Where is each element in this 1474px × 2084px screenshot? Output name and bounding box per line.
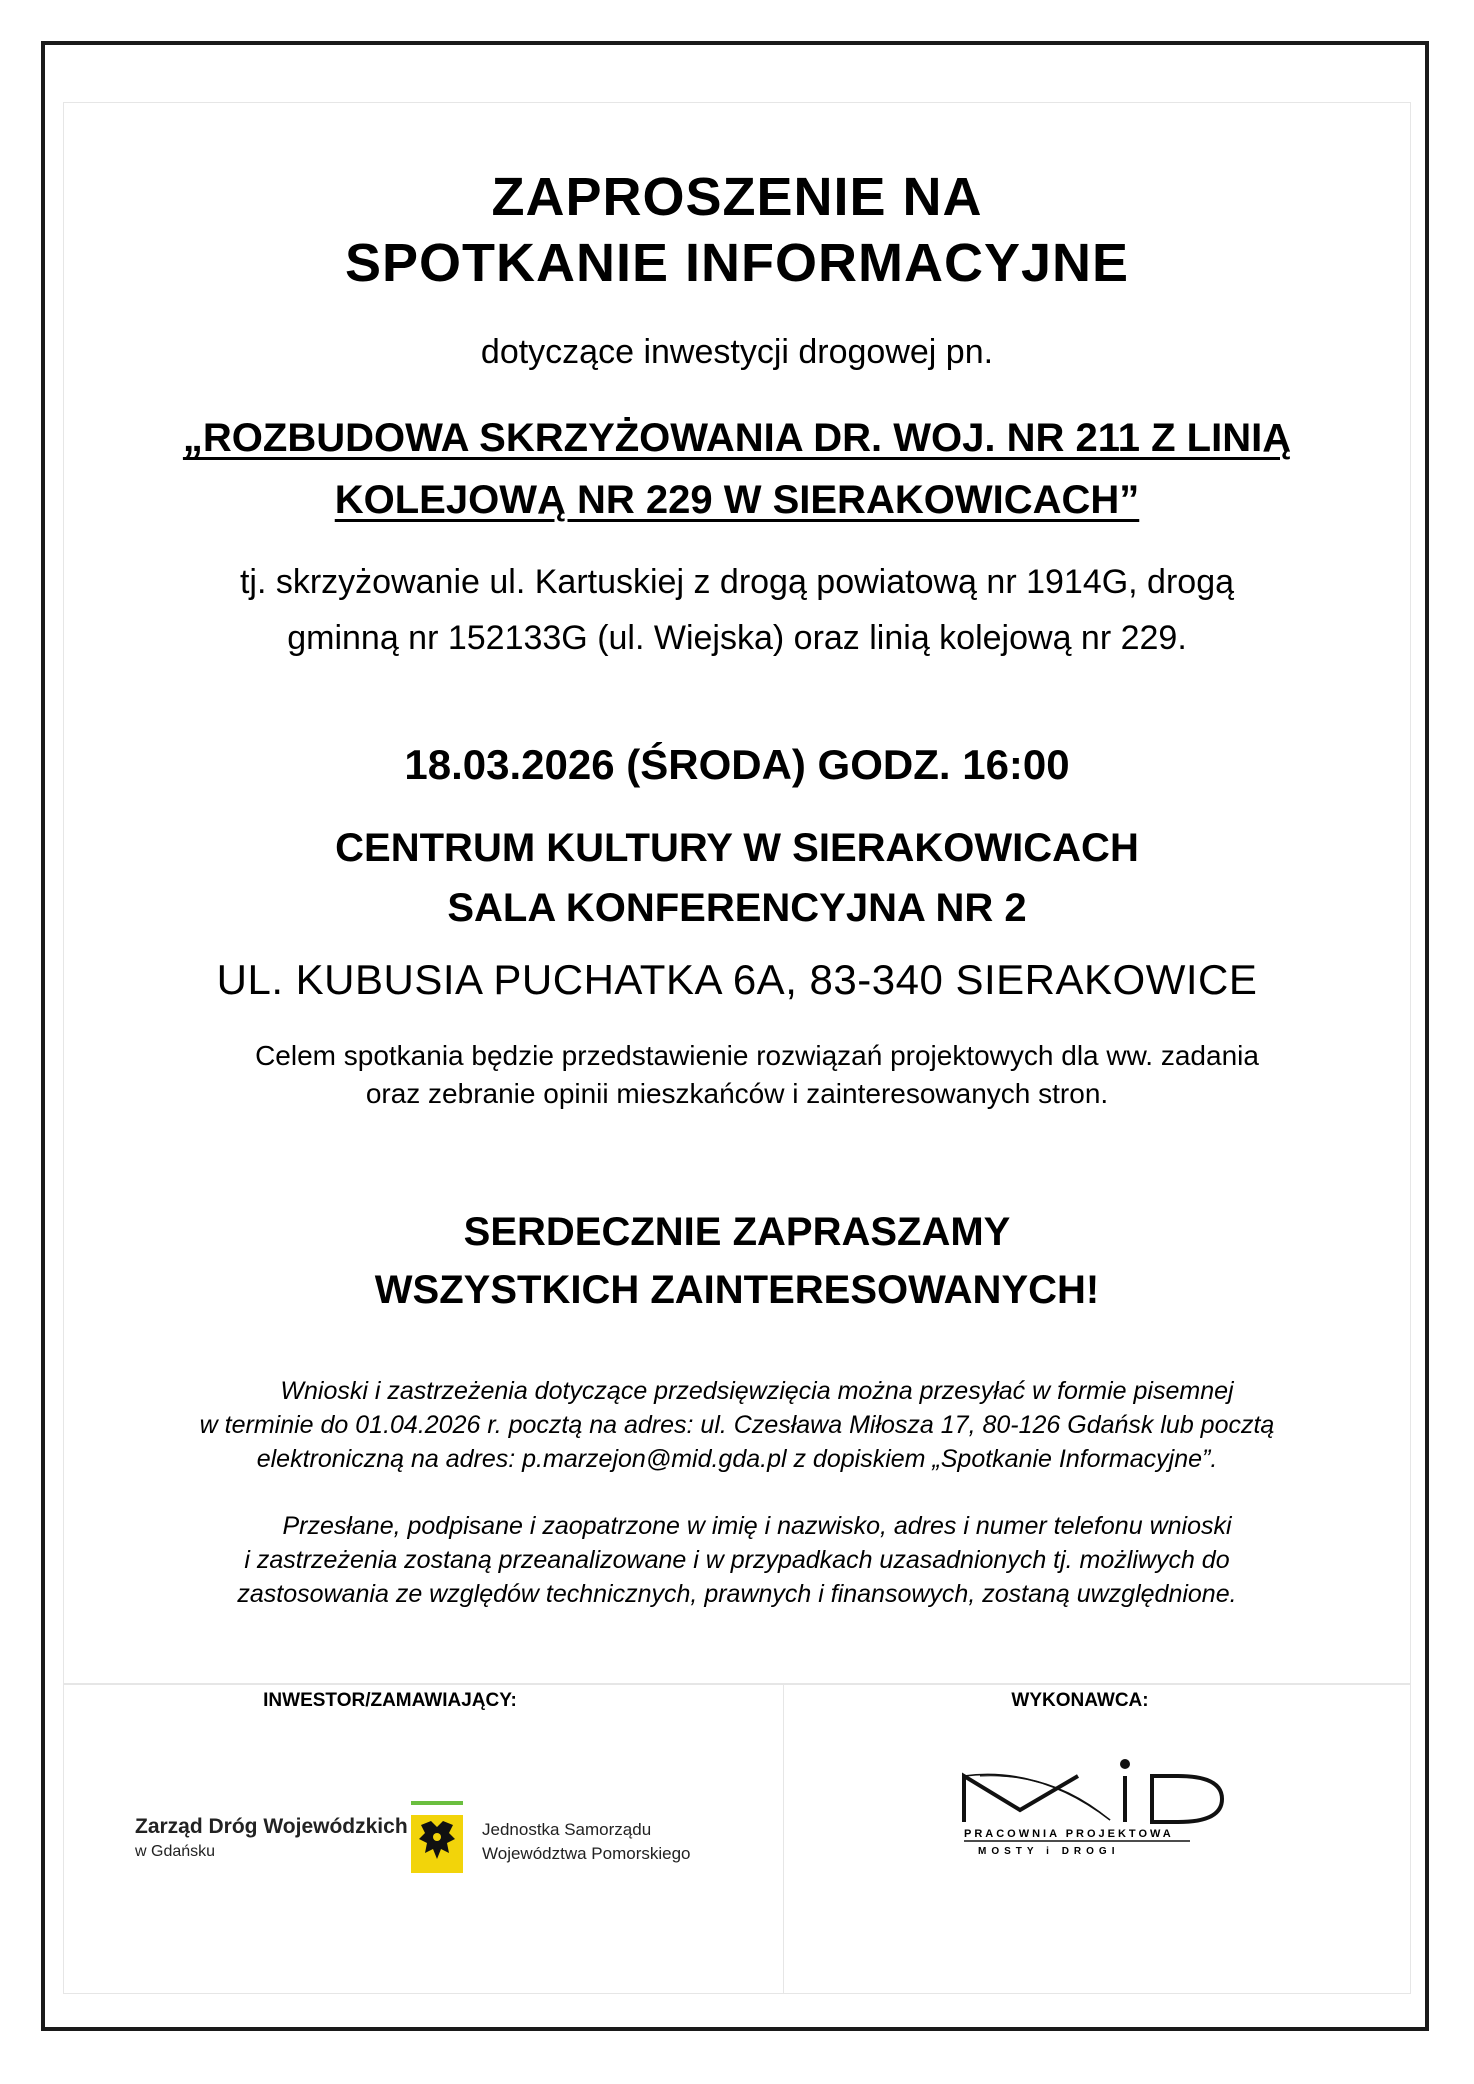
note-line: w terminie do 01.04.2026 r. pocztą na adres: ul. Czesława Miłosza 17, 80-126 Gdańsk lub pocztą [199,1411,1275,1439]
detail-line-1: tj. skrzyżowanie ul. Kartuskiej z drogą powiatową nr 1914G, drogą [239,563,1235,601]
zdw-logo [135,1815,408,1861]
zdw-name: Zarząd Dróg Wojewódzkich [135,1815,408,1838]
mid-logo [960,1758,1230,1868]
detail-line-2: gminną nr 152133G (ul. Wiejska) oraz linią kolejową nr 229. [287,619,1187,657]
jsw-line-1: Jednostka Samorządu [482,1820,652,1839]
venue-line-2: SALA KONFERENCYJNA NR 2 [447,886,1027,930]
aim-line-1: Celem spotkania będzie przedstawienie rozwiązań projektowych dla ww. zadania [255,1040,1259,1071]
event-datetime: 18.03.2026 (ŚRODA) GODZ. 16:00 [404,741,1070,788]
event-venue [63,818,1411,938]
note-line: Wnioski i zastrzeżenia dotyczące przedsięwzięcia można przesyłać w formie pisemnej [280,1377,1234,1405]
jsw-line-2: Województwa Pomorskiego [482,1844,691,1863]
note-line: zastosowania ze względów technicznych, prawnych i finansowych, zostaną uwzględnione. [237,1580,1237,1608]
aim-line-2: oraz zebranie opinii mieszkańców i zainteresowanych stron. [365,1078,1109,1109]
title-line-1: ZAPROSZENIE NA [491,167,983,227]
invitation-closing [63,1203,1411,1319]
pomorskie-crest-icon [411,1801,463,1873]
note-line: Przesłane, podpisane i zaopatrzone w imię i nazwisko, adres i numer telefonu wnioski [282,1512,1232,1540]
notes-paragraph-2 [63,1509,1411,1611]
event-address: UL. KUBUSIA PUCHATKA 6A, 83-340 SIERAKOWICE [216,956,1258,1003]
notes-paragraph-1 [63,1374,1411,1476]
note-line: i zastrzeżenia zostaną przeanalizowane i w przypadkach uzasadnionych tj. możliwych do [244,1546,1230,1574]
venue-line-1: CENTRUM KULTURY W SIERAKOWICACH [335,826,1139,870]
zdw-city: w Gdańsku [135,1843,216,1860]
title-line-2: SPOTKANIE INFORMACYJNE [344,233,1130,293]
meeting-aim [63,1037,1411,1113]
invite-line-2: WSZYSTKICH ZAINTERESOWANYCH! [374,1268,1100,1312]
mid-tagline-1: PRACOWNIA PROJEKTOWA [964,1828,1174,1840]
project-detail [63,554,1411,666]
note-line: elektroniczną na adres: p.marzejon@mid.gda.pl z dopiskiem „Spotkanie Informacyjne”. [256,1445,1218,1473]
project-line-1: „ROZBUDOWA SKRZYŻOWANIA DR. WOJ. NR 211 Z LINIĄ [182,416,1292,460]
invite-line-1: SERDECZNIE ZAPRASZAMY [463,1210,1011,1254]
contractor-label: WYKONAWCA: [1011,1690,1149,1711]
project-line-2: KOLEJOWĄ NR 229 W SIERAKOWICACH” [334,478,1140,522]
investor-label: INWESTOR/ZAMAWIAJĄCY: [263,1690,517,1711]
subtitle: dotyczące inwestycji drogowej pn. [480,333,994,371]
project-name [63,407,1411,531]
page-title [63,164,1411,296]
mid-tagline-2: MOSTY i DROGI [978,1846,1120,1857]
jsw-logo [482,1818,691,1866]
